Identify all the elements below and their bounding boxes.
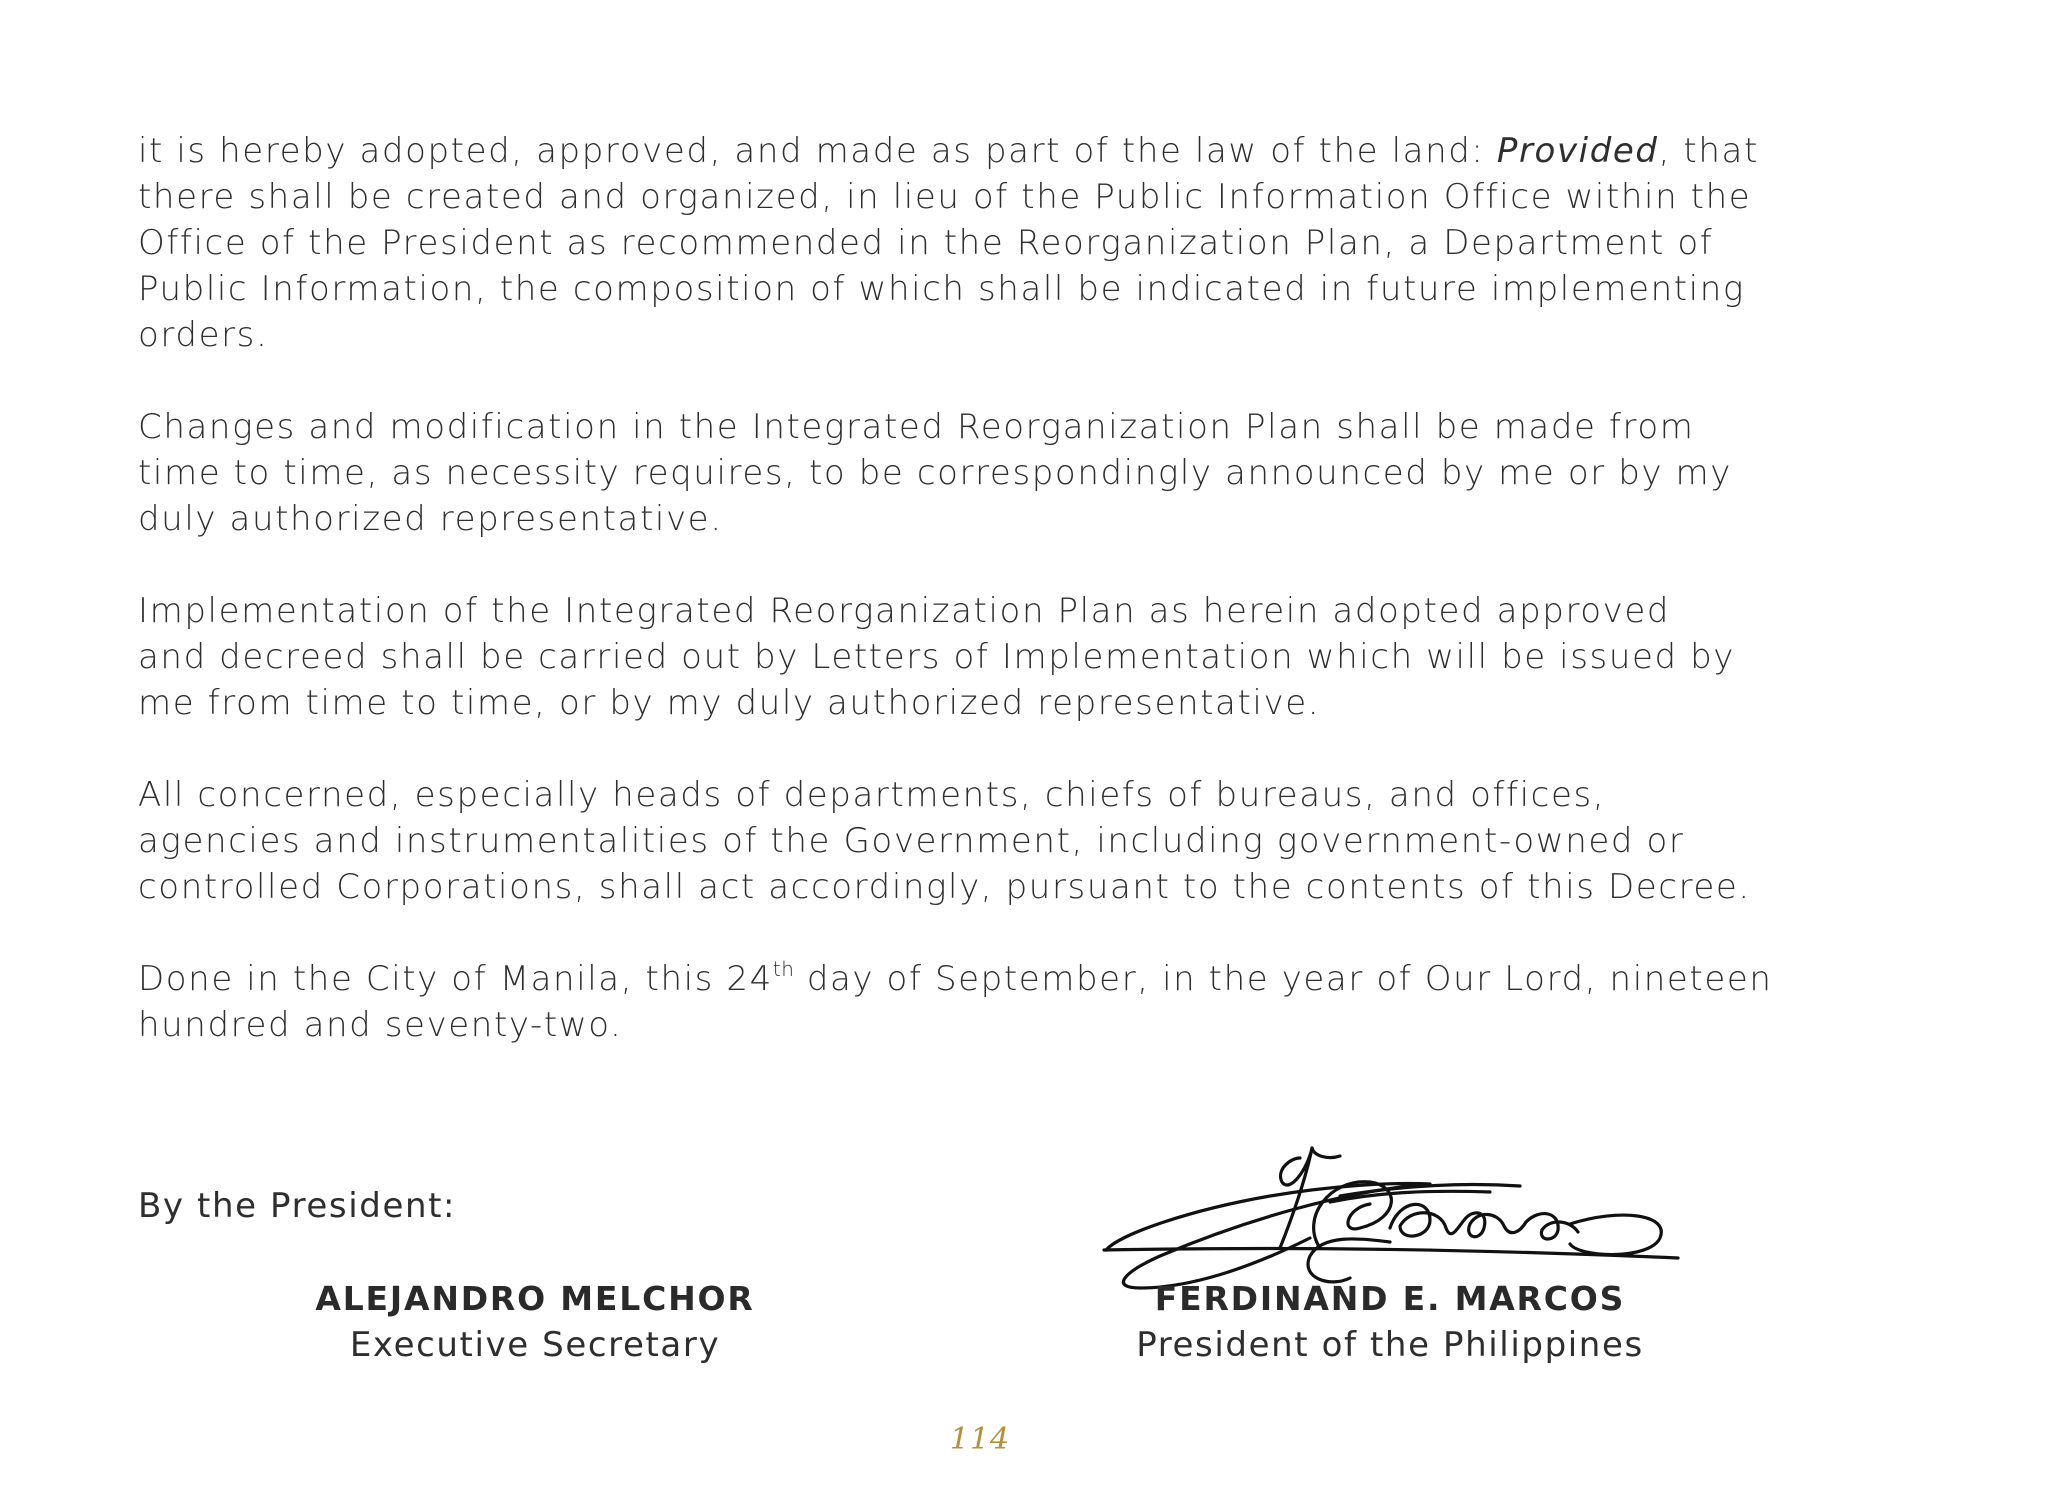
page-number: 114 bbox=[949, 1422, 1011, 1457]
text-line: agencies and instrumentalities of the Government, including government-owned or bbox=[138, 821, 1685, 861]
president-block bbox=[1110, 1276, 1670, 1368]
signatory-title: Executive Secretary bbox=[349, 1325, 721, 1365]
paragraph-changes bbox=[138, 404, 1818, 542]
text-line: Changes and modification in the Integrated Reorganization Plan shall be made from bbox=[138, 407, 1695, 447]
text-line bbox=[138, 128, 1818, 174]
text-line: hundred and seventy-two. bbox=[138, 1005, 623, 1045]
text-line: Office of the President as recommended in the Reorganization Plan, a Department of bbox=[138, 223, 1714, 263]
text-line: duly authorized representative. bbox=[138, 499, 723, 539]
ordinal-suffix: th bbox=[772, 957, 795, 981]
executive-secretary-block bbox=[290, 1276, 780, 1368]
text-line bbox=[138, 956, 1818, 1002]
decree-body bbox=[138, 128, 1818, 1094]
paragraph-all-concerned bbox=[138, 772, 1818, 910]
paragraph-done-in bbox=[138, 956, 1818, 1048]
text-fragment: , that bbox=[1658, 131, 1759, 171]
text-fragment: Done in the City of Manila, this 24 bbox=[138, 959, 773, 999]
paragraph-adoption bbox=[138, 128, 1818, 358]
text-line: controlled Corporations, shall act accordingly, pursuant to the contents of this Decree. bbox=[138, 867, 1751, 907]
signatory-name: FERDINAND E. MARCOS bbox=[1154, 1279, 1626, 1318]
text-line: time to time, as necessity requires, to be correspondingly announced by me or by my bbox=[138, 453, 1732, 493]
signatory-title: President of the Philippines bbox=[1136, 1325, 1644, 1365]
italic-term: Provided bbox=[1496, 131, 1659, 171]
text-fragment: it is hereby adopted, approved, and made as part of the law of the land: bbox=[138, 131, 1497, 171]
text-fragment: day of September, in the year of Our Lord, nineteen bbox=[794, 959, 1773, 999]
by-the-president-label: By the President: bbox=[138, 1186, 457, 1226]
text-line: All concerned, especially heads of departments, chiefs of bureaus, and offices, bbox=[138, 775, 1606, 815]
text-line: and decreed shall be carried out by Letters of Implementation which will be issued by bbox=[138, 637, 1736, 677]
text-line: Implementation of the Integrated Reorganization Plan as herein adopted approved bbox=[138, 591, 1671, 631]
text-line: orders. bbox=[138, 315, 269, 355]
text-line: me from time to time, or by my duly authorized representative. bbox=[138, 683, 1321, 723]
text-line: there shall be created and organized, in lieu of the Public Information Office within the bbox=[138, 177, 1752, 217]
paragraph-implementation bbox=[138, 588, 1818, 726]
text-line: Public Information, the composition of which shall be indicated in future implementing bbox=[138, 269, 1745, 309]
signatory-name: ALEJANDRO MELCHOR bbox=[315, 1279, 755, 1318]
